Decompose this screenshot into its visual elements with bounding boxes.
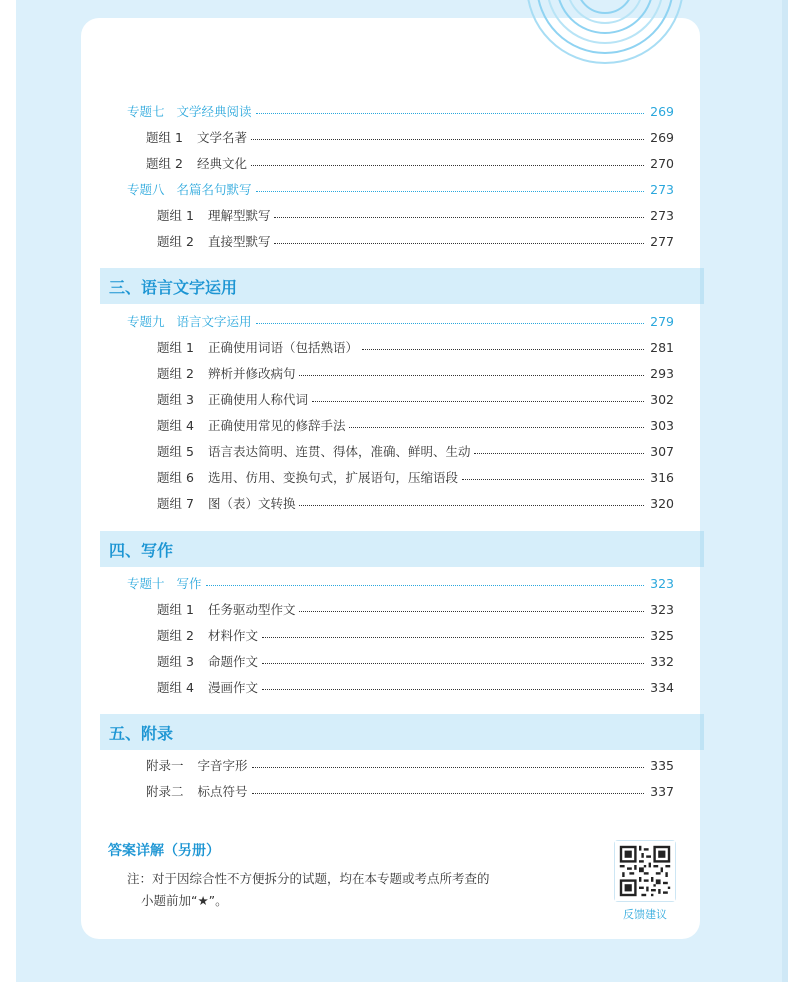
leader-dots <box>262 637 644 638</box>
toc-row-group[interactable]: 题组 5 语言表达简明、连贯、得体，准确、鲜明、生动 307 <box>157 443 674 459</box>
leader-dots <box>251 139 644 140</box>
toc-row-group[interactable]: 题组 1 任务驱动型作文 323 <box>157 601 674 617</box>
toc-row-group[interactable]: 题组 3 正确使用人称代词 302 <box>157 391 674 407</box>
section-tab <box>700 714 704 750</box>
toc-row-group[interactable]: 题组 2 辨析并修改病句 293 <box>157 365 674 381</box>
page-number: 293 <box>650 365 674 381</box>
leader-dots <box>256 113 644 114</box>
answers-heading: 答案详解（另册） <box>108 843 220 859</box>
leader-dots <box>299 505 644 506</box>
leader-dots <box>252 793 644 794</box>
leader-dots <box>251 165 644 166</box>
toc-row-group[interactable]: 题组 2 材料作文 325 <box>157 627 674 643</box>
leader-dots <box>256 323 644 324</box>
leader-dots <box>299 611 644 612</box>
toc-row-group[interactable]: 题组 3 命题作文 332 <box>157 653 674 669</box>
toc-row-group[interactable]: 题组 1 理解型默写 273 <box>157 207 674 223</box>
page-number: 323 <box>650 601 674 617</box>
decorative-circles <box>520 0 690 70</box>
toc-row-group[interactable]: 题组 2 经典文化 270 <box>146 155 674 171</box>
section-tab <box>700 268 704 304</box>
page-number: 273 <box>650 207 674 223</box>
toc-row-group[interactable]: 题组 1 文学名著 269 <box>146 129 674 145</box>
toc-row-group[interactable]: 题组 6 选用、仿用、变换句式，扩展语句，压缩语段 316 <box>157 469 674 485</box>
leader-dots <box>274 243 644 244</box>
page-number: 325 <box>650 627 674 643</box>
leader-dots <box>262 689 644 690</box>
toc-row-topic[interactable]: 专题七 文学经典阅读 269 <box>127 103 674 119</box>
leader-dots <box>256 191 644 192</box>
toc-row-topic[interactable]: 专题八 名篇名句默写 273 <box>127 181 674 197</box>
page-number: 335 <box>650 757 674 773</box>
page-number: 273 <box>650 181 674 197</box>
page-number: 307 <box>650 443 674 459</box>
leader-dots <box>252 767 644 768</box>
toc-row-group[interactable]: 题组 1 正确使用词语（包括熟语） 281 <box>157 339 674 355</box>
leader-dots <box>312 401 644 402</box>
section-heading-5: 五、附录 <box>100 714 700 750</box>
page-number: 323 <box>650 575 674 591</box>
page-number: 337 <box>650 783 674 799</box>
leader-dots <box>474 453 644 454</box>
page-number: 277 <box>650 233 674 249</box>
toc-row-group[interactable]: 题组 4 漫画作文 334 <box>157 679 674 695</box>
qr-caption[interactable]: 反馈建议 <box>623 908 667 921</box>
page-number: 320 <box>650 495 674 511</box>
toc-row-group[interactable]: 题组 4 正确使用常见的修辞手法 303 <box>157 417 674 433</box>
page-number: 281 <box>650 339 674 355</box>
leader-dots <box>462 479 644 480</box>
leader-dots <box>299 375 644 376</box>
page-number: 303 <box>650 417 674 433</box>
leader-dots <box>349 427 644 428</box>
qr-code[interactable] <box>614 840 676 902</box>
toc-row-appendix[interactable]: 附录二 标点符号 337 <box>146 783 674 799</box>
leader-dots <box>362 349 644 350</box>
leader-dots <box>262 663 644 664</box>
section-heading-4: 四、写作 <box>100 531 700 567</box>
page-number: 269 <box>650 129 674 145</box>
page-number: 332 <box>650 653 674 669</box>
section-heading-3: 三、语言文字运用 <box>100 268 700 304</box>
toc-row-topic[interactable]: 专题九 语言文字运用 279 <box>127 313 674 329</box>
note-line-1: 注：对于因综合性不方便拆分的试题，均在本专题或考点所考查的 <box>127 871 490 886</box>
note-line-2: 小题前加“★”。 <box>141 893 228 908</box>
page-number: 316 <box>650 469 674 485</box>
note-text <box>127 868 490 912</box>
toc-row-group[interactable]: 题组 7 图（表）文转换 320 <box>157 495 674 511</box>
leader-dots <box>206 585 644 586</box>
toc-row-group[interactable]: 题组 2 直接型默写 277 <box>157 233 674 249</box>
page-number: 279 <box>650 313 674 329</box>
qr-code-icon <box>615 841 675 901</box>
page-number: 302 <box>650 391 674 407</box>
section-tab <box>700 531 704 567</box>
leader-dots <box>274 217 644 218</box>
page-number: 269 <box>650 103 674 119</box>
page-number: 334 <box>650 679 674 695</box>
page-edge <box>782 0 788 982</box>
page-number: 270 <box>650 155 674 171</box>
toc-row-topic[interactable]: 专题十 写作 323 <box>127 575 674 591</box>
toc-row-appendix[interactable]: 附录一 字音字形 335 <box>146 757 674 773</box>
